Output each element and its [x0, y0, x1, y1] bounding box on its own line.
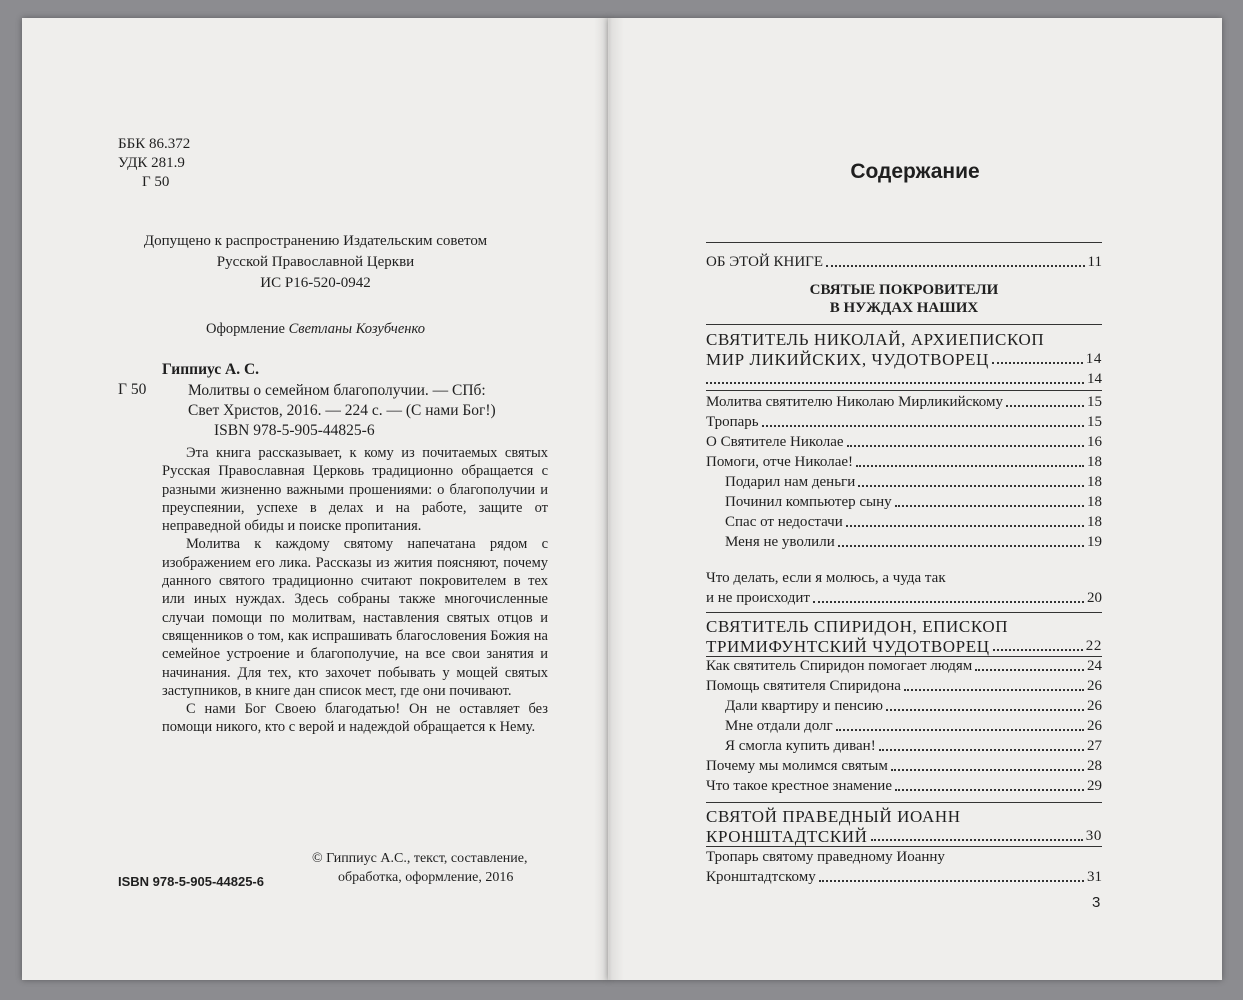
- index-left: Г 50: [118, 381, 147, 398]
- toc-page: 18: [1087, 514, 1102, 530]
- toc-entry-text: Что такое крестное знамение: [706, 778, 892, 794]
- abstract-paragraph: С нами Бог Своею благодатью! Он не оставляет без помощи никого, кто с верой и надеждой обращается к Нему.: [162, 701, 548, 736]
- toc-entry[interactable]: [706, 656, 1102, 676]
- copyright-line: обработка, оформление, 2016: [338, 870, 514, 885]
- toc-entry[interactable]: [706, 696, 1102, 716]
- toc-entry-miracle[interactable]: [706, 568, 1102, 608]
- toc-entry-text: Подарил нам деньги: [725, 474, 856, 490]
- toc-page: 18: [1087, 494, 1102, 510]
- toc-page: 19: [1087, 534, 1102, 550]
- abstract-paragraph: Эта книга рассказывает, к кому из почитаемых святых Русская Православная Церковь традиционно обращается с разными жизненно важными прошениями: о благополучии и преуспеянии, успехе в делах и на работе, защите от неправедной обиды и поиске пропитания.: [162, 445, 548, 535]
- toc-page: 26: [1087, 678, 1102, 694]
- toc-entry-text: ОБ ЭТОЙ КНИГЕ: [706, 254, 823, 270]
- toc-entry[interactable]: [706, 736, 1102, 756]
- toc-page: 11: [1087, 254, 1102, 270]
- toc-page: 27: [1087, 738, 1102, 754]
- right-page: [608, 18, 1222, 980]
- divider: [706, 242, 1102, 243]
- toc-page: 14: [1085, 351, 1102, 367]
- copyright-line: © Гиппиус А.С., текст, составление,: [312, 851, 528, 866]
- leader-dots: [847, 445, 1084, 447]
- toc-entry[interactable]: [706, 492, 1102, 512]
- toc-entry-text: Меня не уволили: [725, 534, 835, 550]
- leader-dots: [879, 749, 1084, 751]
- toc-entry-text: Тропарь: [706, 414, 759, 430]
- toc-entry-text: Кронштадтскому: [706, 869, 816, 885]
- biblio-isbn: ISBN 978-5-905-44825-6: [214, 422, 375, 439]
- toc-page: 30: [1085, 828, 1102, 844]
- publication-permit: [22, 231, 609, 294]
- toc-page: 18: [1087, 474, 1102, 490]
- leader-dots: [871, 839, 1083, 841]
- permit-line: ИС Р16-520-0942: [260, 275, 371, 291]
- toc-page: 14: [1087, 371, 1102, 387]
- toc-page: 15: [1087, 414, 1102, 430]
- leader-dots: [1006, 405, 1084, 407]
- udk-code: УДК 281.9: [118, 155, 185, 171]
- abstract-paragraph: Молитва к каждому святому напечатана рядом с изображением его лика. Рассказы из жития поясняют, почему данного святого традиционно считают покровителем в тех или иных нуждах. Здесь собраны также многочисленные случаи помощи по молитвам, наставления святых отцов и священников о том, как испрашивать благословения Божия на семейное устроение и благополучие, на все свои занятия и начинания. Для тех, кто захочет побывать у мощей святых заступников, в книге дан список мест, где они почивают.: [162, 536, 548, 699]
- bbk-code: ББК 86.372: [118, 136, 191, 152]
- designer-name: Светланы Козубченко: [288, 321, 425, 337]
- leader-dots: [993, 649, 1083, 651]
- leader-dots: [826, 265, 1085, 267]
- isbn-footer: ISBN 978-5-905-44825-6: [118, 874, 264, 889]
- toc-entry[interactable]: [706, 756, 1102, 776]
- section-heading-line: В НУЖДАХ НАШИХ: [829, 300, 979, 316]
- divider: [706, 390, 1102, 391]
- toc-section-john[interactable]: [706, 806, 1102, 847]
- toc-entry[interactable]: [706, 532, 1102, 552]
- toc-entry-text: Молитва святителю Николаю Мирликийскому: [706, 394, 1004, 410]
- biblio-line: Свет Христов, 2016. — 224 с. — (С нами Бог!): [188, 402, 496, 419]
- toc-page: 16: [1087, 434, 1102, 450]
- toc-entry-text: и не происходит: [706, 590, 810, 606]
- biblio-line: Молитвы о семейном благополучии. — СПб:: [188, 382, 486, 399]
- toc-entry[interactable]: [706, 412, 1102, 432]
- leader-dots: [858, 485, 1084, 487]
- author-index: Г 50: [142, 174, 170, 190]
- author-name: Гиппиус А. С.: [162, 361, 260, 378]
- toc-entry-text: Помощь святителя Спиридона: [706, 678, 901, 694]
- toc-entry[interactable]: [706, 432, 1102, 452]
- leader-dots: [706, 382, 1084, 384]
- leader-dots: [836, 729, 1084, 731]
- section-heading-line: СВЯТЫЕ ПОКРОВИТЕЛИ: [809, 282, 999, 298]
- toc-entry[interactable]: [706, 716, 1102, 736]
- design-prefix: Оформление: [206, 321, 289, 337]
- leader-dots: [762, 425, 1084, 427]
- toc-entry-text: О Святителе Николае: [706, 434, 844, 450]
- toc-entry[interactable]: [706, 512, 1102, 532]
- classification-block: [118, 135, 190, 192]
- toc-entry-text: Что делать, если я молюсь, а чуда так: [706, 570, 946, 586]
- left-page: [22, 18, 609, 980]
- page-number: 3: [1092, 894, 1101, 911]
- leader-dots: [886, 709, 1084, 711]
- toc-page: 29: [1087, 778, 1102, 794]
- divider: [706, 324, 1102, 325]
- toc-list-spyridon-items: [706, 656, 1102, 796]
- divider: [706, 612, 1102, 613]
- toc-entry-about[interactable]: [706, 252, 1102, 272]
- toc-list-nicholas-items: [706, 392, 1102, 552]
- toc-entry-john-troparion[interactable]: [706, 847, 1102, 887]
- permit-line: Русской Православной Церкви: [216, 254, 415, 270]
- toc-list-nicholas: [706, 369, 1102, 389]
- leader-dots: [895, 505, 1084, 507]
- toc-entry-text: Почему мы молимся святым: [706, 758, 888, 774]
- toc-section-title: МИР ЛИКИЙСКИХ, ЧУДОТВОРЕЦ: [706, 350, 989, 369]
- leader-dots: [904, 689, 1084, 691]
- toc-section-title: ТРИМИФУНТСКИЙ ЧУДОТВОРЕЦ: [706, 637, 990, 656]
- toc-page: 24: [1087, 658, 1102, 674]
- toc-entry-text: Я смогла купить диван!: [725, 738, 876, 754]
- toc-page: 18: [1087, 454, 1102, 470]
- toc-entry[interactable]: [706, 452, 1102, 472]
- toc-entry-text: Тропарь святому праведному Иоанну: [706, 849, 945, 865]
- bibliographic-record: [188, 381, 496, 441]
- divider: [706, 802, 1102, 803]
- toc-entry-text: Как святитель Спиридон помогает людям: [706, 658, 973, 674]
- toc-section-spyridon[interactable]: [706, 616, 1102, 657]
- toc-section-title: КРОНШТАДТСКИЙ: [706, 827, 868, 846]
- leader-dots: [819, 880, 1084, 882]
- toc-page: 31: [1087, 869, 1102, 885]
- toc-entry-text: Мне отдали долг: [725, 718, 833, 734]
- toc-entry-text: Починил компьютер сыну: [725, 494, 892, 510]
- toc-entry-blank[interactable]: [706, 369, 1102, 389]
- leader-dots: [846, 525, 1084, 527]
- leader-dots: [856, 465, 1084, 467]
- permit-line: Допущено к распространению Издательским советом: [143, 233, 488, 249]
- copyright: [312, 849, 528, 887]
- leader-dots: [975, 669, 1084, 671]
- abstract: [162, 444, 548, 737]
- leader-dots: [813, 601, 1084, 603]
- leader-dots: [838, 545, 1084, 547]
- toc-entry[interactable]: [706, 776, 1102, 796]
- toc-section-title: СВЯТИТЕЛЬ СПИРИДОН, ЕПИСКОП: [706, 617, 1009, 636]
- leader-dots: [891, 769, 1084, 771]
- toc-section-nicholas[interactable]: [706, 329, 1102, 370]
- toc-title: Содержание: [850, 160, 980, 183]
- toc-page: 26: [1087, 718, 1102, 734]
- toc-section-title: СВЯТИТЕЛЬ НИКОЛАЙ, АРХИЕПИСКОП: [706, 330, 1045, 349]
- section-heading: [706, 281, 1102, 317]
- toc-page: 22: [1085, 638, 1102, 654]
- toc-entry-text: Помоги, отче Николае!: [706, 454, 854, 470]
- leader-dots: [895, 789, 1084, 791]
- toc-entry[interactable]: [706, 472, 1102, 492]
- toc-section-title: СВЯТОЙ ПРАВЕДНЫЙ ИОАНН: [706, 807, 961, 826]
- toc-page: 26: [1087, 698, 1102, 714]
- toc-page: 15: [1087, 394, 1102, 410]
- leader-dots: [992, 362, 1083, 364]
- toc-entry-text: Спас от недостачи: [725, 514, 843, 530]
- design-credit: [22, 321, 609, 338]
- toc-entry-text: Дали квартиру и пенсию: [725, 698, 883, 714]
- toc-page: 28: [1087, 758, 1102, 774]
- toc-entry[interactable]: [706, 676, 1102, 696]
- toc-page: 20: [1087, 590, 1102, 606]
- toc-entry[interactable]: [706, 392, 1102, 412]
